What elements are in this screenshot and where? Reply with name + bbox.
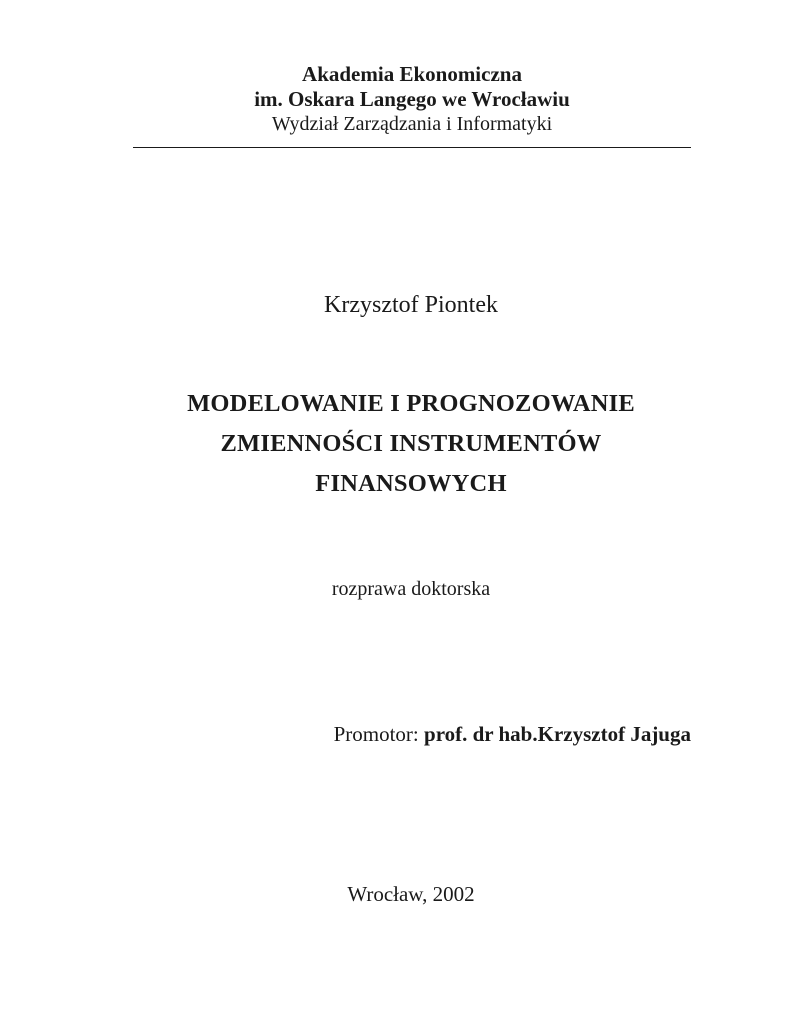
university-name: Akademia Ekonomiczna [302, 62, 522, 86]
faculty-name: Wydział Zarządzania i Informatyki [271, 113, 553, 135]
university-full-name: im. Oskara Langego we Wrocławiu [254, 87, 570, 111]
header-divider [133, 147, 691, 148]
thesis-type: rozprawa doktorska [331, 578, 491, 600]
promotor-line [334, 720, 691, 748]
author-name: Krzysztof Piontek [324, 292, 498, 318]
thesis-title-line: ZMIENNOŚCI INSTRUMENTÓW [220, 430, 602, 457]
promotor-label: Promotor: [333, 722, 425, 746]
institution-header [133, 62, 691, 137]
place-and-date: Wrocław, 2002 [347, 882, 475, 906]
promotor-name: prof. dr hab.Krzysztof Jajuga [424, 722, 691, 746]
thesis-title-line: FINANSOWYCH [315, 470, 507, 497]
thesis-title-line: MODELOWANIE I PROGNOZOWANIE [187, 390, 635, 417]
thesis-title [0, 384, 791, 504]
